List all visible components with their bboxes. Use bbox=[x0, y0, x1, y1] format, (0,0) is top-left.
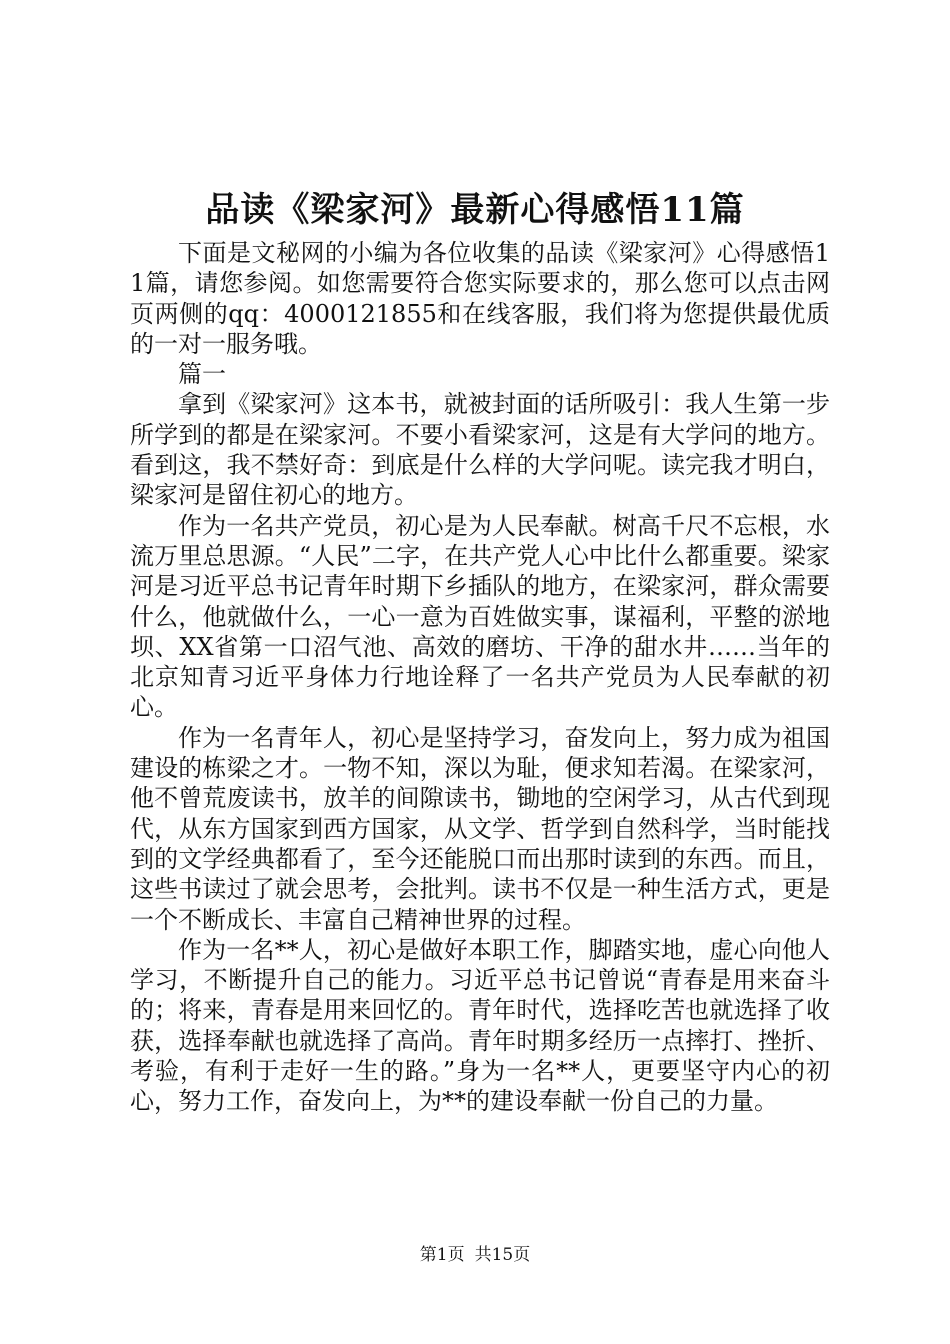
page-footer bbox=[0, 1244, 950, 1266]
section-heading: 篇一 bbox=[178, 360, 226, 389]
document-body bbox=[130, 238, 830, 1117]
page-total: 共15页 bbox=[474, 1245, 531, 1265]
paragraph: 作为一名**人，初心是做好本职工作，脚踏实地，虚心向他人学习，不断提升自己的能力。习近平总书记曾说“青春是用来奋斗的；将来，青春是用来回忆的。青年时代，选择吃苦也就选择了收获，选择奉献也就选择了高尚。青年时期多经历一点摔打、挫折、考验，有利于走好一生的路。”身为一名**人，更要坚守内心的初心，努力工作，奋发向上，为**的建设奉献一份自己的力量。 bbox=[130, 935, 830, 1116]
page-number: 第1页 bbox=[419, 1245, 465, 1265]
paragraph: 作为一名共产党员，初心是为人民奉献。树高千尺不忘根，水流万里总思源。“人民”二字，在共产党人心中比什么都重要。梁家河是习近平总书记青年时期下乡插队的地方，在梁家河，群众需要什么，他就做什么，一心一意为百姓做实事，谋福利，平整的淤地坝、XX省第一口沼气池、高效的磨坊、干净的甜水井……当年的北京知青习近平身体力行地诠释了一名共产党员为人民奉献的初心。 bbox=[130, 511, 830, 722]
document-title: 品读《梁家河》最新心得感悟11篇 bbox=[205, 190, 745, 230]
paragraph: 拿到《梁家河》这本书，就被封面的话所吸引：我人生第一步所学到的都是在梁家河。不要小看梁家河，这是有大学问的地方。看到这，我不禁好奇：到底是什么样的大学问呢。读完我才明白，梁家河是留住初心的地方。 bbox=[130, 390, 830, 510]
paragraph: 作为一名青年人，初心是坚持学习，奋发向上，努力成为祖国建设的栋梁之才。一物不知，深以为耻，便求知若渴。在梁家河，他不曾荒废读书，放羊的间隙读书，锄地的空闲学习，从古代到现代，从东方国家到西方国家，从文学、哲学到自然科学，当时能找到的文学经典都看了，至今还能脱口而出那时读到的东西。而且，这些书读过了就会思考，会批判。读书不仅是一种生活方式，更是一个不断成长、丰富自己精神世界的过程。 bbox=[130, 723, 830, 934]
paragraph-intro: 下面是文秘网的小编为各位收集的品读《梁家河》心得感悟11篇，请您参阅。如您需要符合您实际要求的，那么您可以点击网页两侧的qq：4000121855和在线客服，我们将为您提供最优质的一对一服务哦。 bbox=[130, 239, 830, 358]
